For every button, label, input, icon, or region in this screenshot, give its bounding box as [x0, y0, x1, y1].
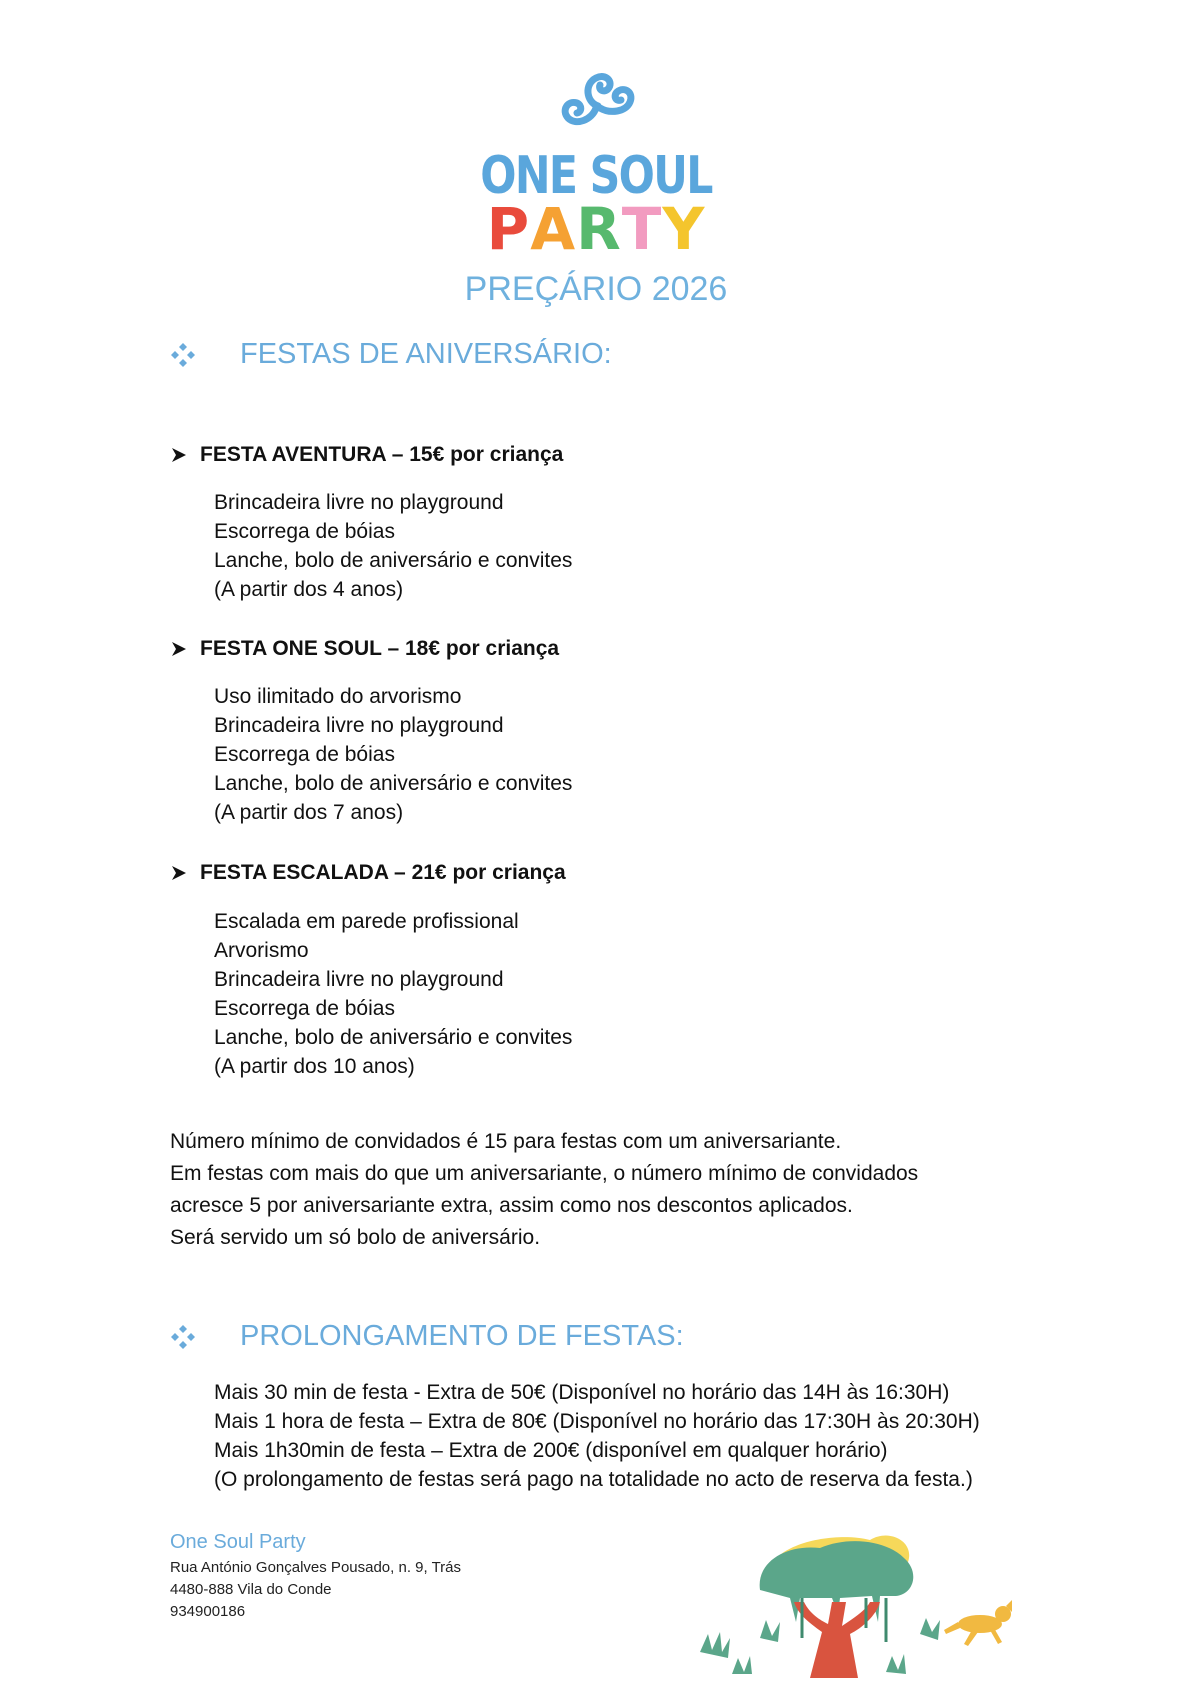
- note-line: acresce 5 por aniversariante extra, assim como nos descontos aplicados.: [170, 1194, 853, 1217]
- diamond-bullet-icon: [170, 1324, 196, 1350]
- logo-letter: T: [621, 195, 663, 263]
- logo-one-soul: ONE SOUL: [480, 146, 712, 206]
- list-item: (O prolongamento de festas será pago na totalidade no acto de reserva da festa.): [214, 1468, 973, 1491]
- list-item: Lanche, bolo de aniversário e convites: [214, 549, 573, 572]
- list-item: (A partir dos 4 anos): [214, 578, 404, 601]
- section-heading-text: FESTAS DE ANIVERSÁRIO:: [240, 338, 612, 370]
- section-heading-birthday: [170, 340, 612, 369]
- footer-company-name: One Soul Party: [170, 1531, 306, 1553]
- list-item: Brincadeira livre no playground: [214, 714, 504, 737]
- list-item: Escalada em parede profissional: [214, 910, 519, 933]
- package-title-text: FESTA ONE SOUL – 18€ por criança: [200, 637, 560, 660]
- logo-party: [380, 195, 812, 263]
- birthday-notes: [170, 1126, 918, 1254]
- section-heading-text: PROLONGAMENTO DE FESTAS:: [240, 1320, 684, 1352]
- package-items: [214, 907, 572, 1081]
- logo-letter: P: [486, 195, 531, 263]
- list-item: Mais 30 min de festa - Extra de 50€ (Disponível no horário das 14H às 16:30H): [214, 1381, 950, 1404]
- section-heading-extension: [170, 1322, 684, 1351]
- footer-address: [170, 1557, 461, 1623]
- list-item: Mais 1 hora de festa – Extra de 80€ (Disponível no horário das 17:30H às 20:30H): [214, 1410, 980, 1433]
- package-title: [170, 444, 563, 465]
- package-title: [170, 862, 566, 883]
- list-item: Mais 1h30min de festa – Extra de 200€ (disponível em qualquer horário): [214, 1439, 888, 1462]
- logo-letter: R: [576, 195, 622, 263]
- list-item: Brincadeira livre no playground: [214, 491, 504, 514]
- package-title-text: FESTA AVENTURA – 15€ por criança: [200, 443, 564, 466]
- list-item: Escorrega de bóias: [214, 743, 395, 766]
- logo-letter: Y: [662, 195, 706, 263]
- arrow-bullet-icon: [170, 640, 188, 658]
- list-item: (A partir dos 10 anos): [214, 1055, 415, 1078]
- note-line: Em festas com mais do que um aniversariante, o número mínimo de convidados: [170, 1162, 919, 1185]
- address-line: 4480-888 Vila do Conde: [170, 1581, 332, 1598]
- tree-and-dog-illustration: [690, 1522, 1020, 1682]
- list-item: Lanche, bolo de aniversário e convites: [214, 772, 573, 795]
- page-title: PREÇÁRIO 2026: [464, 270, 728, 308]
- list-item: Uso ilimitado do arvorismo: [214, 685, 462, 708]
- arrow-bullet-icon: [170, 864, 188, 882]
- list-item: Escorrega de bóias: [214, 520, 395, 543]
- list-item: Escorrega de bóias: [214, 997, 395, 1020]
- package-title-text: FESTA ESCALADA – 21€ por criança: [200, 861, 566, 884]
- list-item: Arvorismo: [214, 939, 309, 962]
- triskelion-swirl-icon: [550, 62, 646, 144]
- arrow-bullet-icon: [170, 446, 188, 464]
- list-item: (A partir dos 7 anos): [214, 801, 404, 824]
- package-items: [214, 488, 572, 604]
- logo-letter: A: [530, 195, 577, 263]
- list-item: Lanche, bolo de aniversário e convites: [214, 1026, 573, 1049]
- address-line: Rua António Gonçalves Pousado, n. 9, Trás: [170, 1559, 462, 1576]
- extension-items: [214, 1378, 980, 1494]
- note-line: Número mínimo de convidados é 15 para festas com um aniversariante.: [170, 1130, 842, 1153]
- diamond-bullet-icon: [170, 342, 196, 368]
- note-line: Será servido um só bolo de aniversário.: [170, 1226, 541, 1249]
- package-title: [170, 638, 559, 659]
- list-item: Brincadeira livre no playground: [214, 968, 504, 991]
- phone-number: 934900186: [170, 1603, 246, 1620]
- package-items: [214, 682, 572, 827]
